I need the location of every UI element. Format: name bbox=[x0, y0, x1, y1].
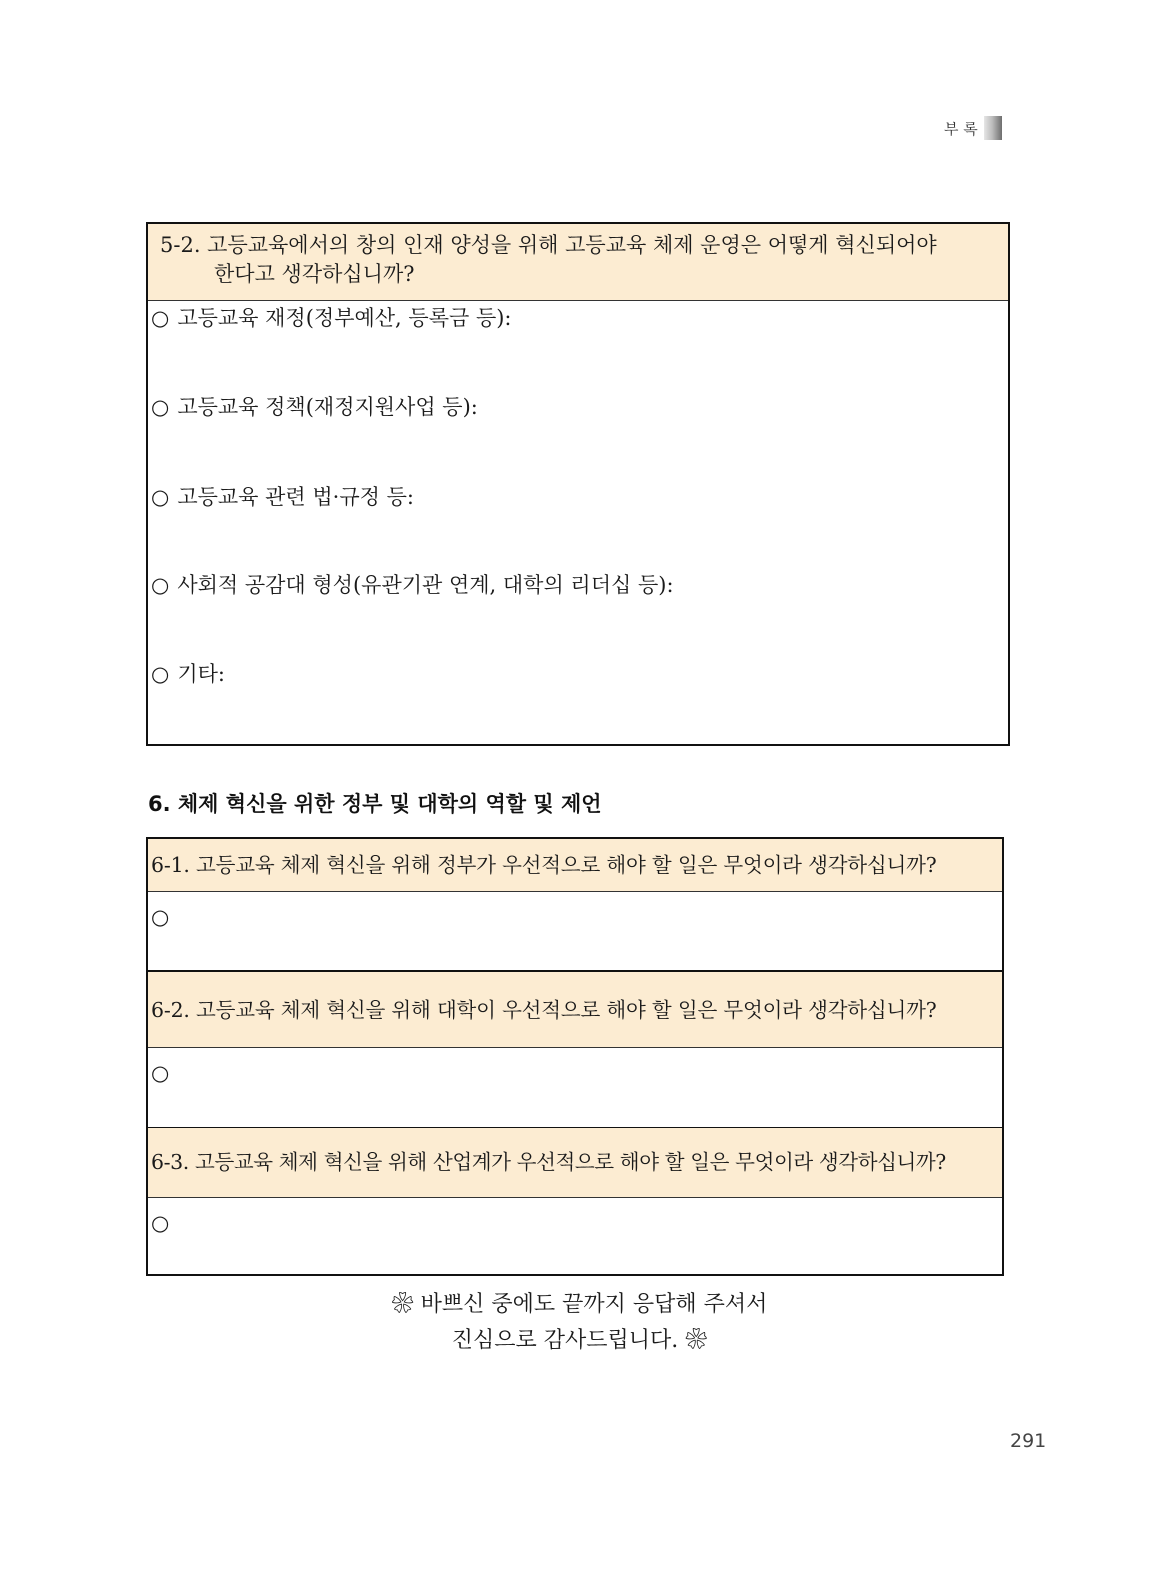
answer-6-3-area[interactable] bbox=[148, 1198, 1002, 1274]
question-6-1-text: 6-1. 고등교육 체제 혁신을 위해 정부가 우선적으로 해야 할 일은 무엇이라 생각하십니까? bbox=[151, 853, 937, 877]
answer-circle-icon: ○ bbox=[151, 395, 170, 419]
answer-6-1-area[interactable] bbox=[148, 892, 1002, 972]
answer-circle-icon: ○ bbox=[151, 306, 170, 330]
question-5-2-text: 5-2. 고등교육에서의 창의 인재 양성을 위해 고등교육 체제 운영은 어떻게 혁신되어야 bbox=[160, 233, 937, 257]
answer-circle-icon: ○ bbox=[151, 905, 170, 929]
question-6-2-text: 6-2. 고등교육 체제 혁신을 위해 대학이 우선적으로 해야 할 일은 무엇이라 생각하십니까? bbox=[151, 998, 937, 1022]
option-label: 고등교육 관련 법·규정 등: bbox=[177, 485, 414, 509]
question-6-3-header bbox=[148, 1128, 1002, 1198]
answer-circle-icon: ○ bbox=[151, 1061, 170, 1085]
question-6-2-header bbox=[148, 972, 1002, 1048]
option-law[interactable] bbox=[151, 482, 414, 512]
question-5-2-header bbox=[148, 224, 1008, 301]
running-header bbox=[944, 116, 1002, 140]
question-6-box bbox=[146, 837, 1004, 1276]
question-6-3-text: 6-3. 고등교육 체제 혁신을 위해 산업계가 우선적으로 해야 할 일은 무엇이라 생각하십니까? bbox=[151, 1150, 946, 1174]
question-5-2-text-cont: 한다고 생각하십니까? bbox=[214, 262, 415, 286]
option-label: 고등교육 재정(정부예산, 등록금 등): bbox=[177, 306, 512, 330]
question-5-2-box bbox=[146, 222, 1010, 746]
option-consensus[interactable] bbox=[151, 570, 674, 600]
section-6-title: 6. 체제 혁신을 위한 정부 및 대학의 역할 및 제언 bbox=[148, 792, 602, 816]
answer-circle-icon: ○ bbox=[151, 662, 170, 686]
option-finance[interactable] bbox=[151, 303, 512, 333]
answer-circle-icon: ○ bbox=[151, 485, 170, 509]
thanks-line-2: 진심으로 감사드립니다. ❀ bbox=[451, 1328, 708, 1353]
page-number: 291 bbox=[1010, 1430, 1047, 1452]
option-policy[interactable] bbox=[151, 392, 478, 422]
option-label: 기타: bbox=[177, 662, 225, 686]
thanks-line-1: ❀ 바쁘신 중에도 끝까지 응답해 주셔서 bbox=[391, 1292, 768, 1317]
option-other[interactable] bbox=[151, 659, 225, 689]
answer-circle-icon: ○ bbox=[151, 573, 170, 597]
option-label: 사회적 공감대 형성(유관기관 연계, 대학의 리더십 등): bbox=[177, 573, 674, 597]
section-label: 부 록 bbox=[944, 119, 978, 138]
header-bar-decoration bbox=[984, 116, 1002, 140]
option-label: 고등교육 정책(재정지원사업 등): bbox=[177, 395, 478, 419]
question-6-1-header bbox=[148, 839, 1002, 892]
answer-6-2-area[interactable] bbox=[148, 1048, 1002, 1128]
answer-circle-icon: ○ bbox=[151, 1211, 170, 1235]
